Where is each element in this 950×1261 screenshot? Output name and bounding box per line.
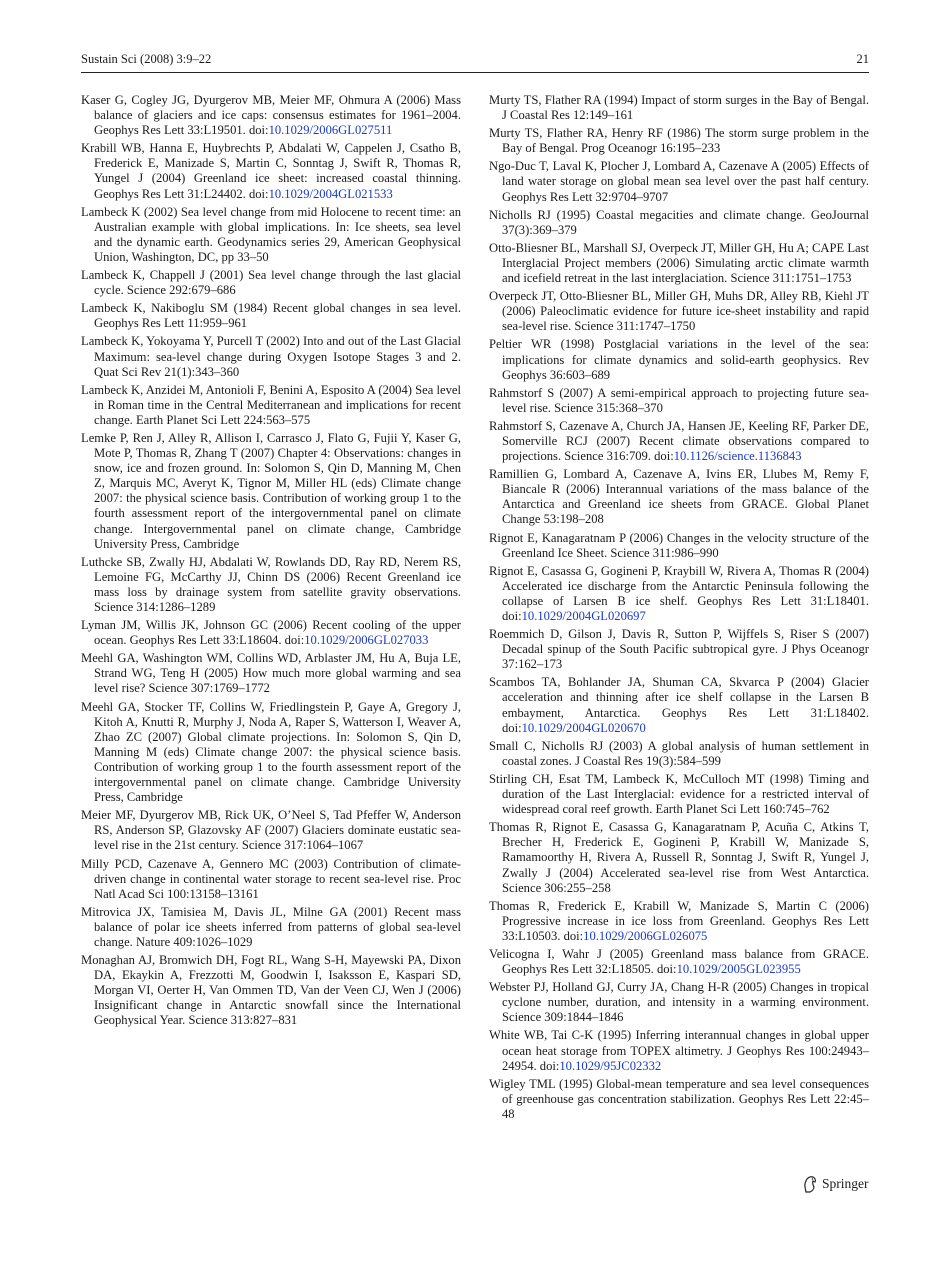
reference-text: Thomas R, Rignot E, Casassa G, Kanagaratnam P, Acuña C, Atkins T, Brecher H, Frederick E, Gogineni P, Krabill W, Manizade S, Ramamoorthy H, Rivera A, Russell R, Sonntag J, Swift R, Yungel J, Zwally J (2004) Accelerated sea-level rise from West Antarctica. Science 306:255–258 — [489, 820, 869, 895]
doi-link[interactable]: 10.1126/science.1136843 — [673, 449, 802, 464]
reference-text: Wigley TML (1995) Global-mean temperature and sea level consequences of greenhouse gas concentration stabilization. Geophys Res Lett 22:45–48 — [489, 1076, 869, 1121]
reference-entry — [489, 208, 869, 238]
reference-entry — [489, 93, 869, 123]
reference-entry — [489, 531, 869, 561]
reference-text: Lambeck K, Yokoyama Y, Purcell T (2002) Into and out of the Last Glacial Maximum: sea-level change during Oxygen Isotope Stages 3 and 2. Quat Sci Rev 21(1):343–360 — [81, 334, 461, 379]
reference-text: Lambeck K (2002) Sea level change from mid Holocene to recent time: an Australian example with global implications. In: Ice sheets, sea level and the dynamic earth. Geodynamics series 29, American Geophysical Union, Washington, DC, pp 33–50 — [81, 204, 461, 264]
reference-entry — [489, 980, 869, 1025]
reference-text: Ngo-Duc T, Laval K, Plocher J, Lombard A, Cazenave A (2005) Effects of land water storage on global mean sea level over the past half century. Geophys Res Lett 32:9704–9707 — [489, 159, 869, 204]
reference-entry — [81, 700, 461, 806]
reference-text: Stirling CH, Esat TM, Lambeck K, McCulloch MT (1998) Timing and duration of the Last Interglacial: evidence for a restricted interval of widespread coral reef growth. Earth Planet Sci Lett 160:745–762 — [489, 771, 869, 817]
doi-link[interactable]: 10.1029/2006GL027033 — [304, 633, 429, 648]
doi-link[interactable]: 10.1029/2004GL021533 — [268, 186, 393, 201]
reference-text: Monaghan AJ, Bromwich DH, Fogt RL, Wang S-H, Mayewski PA, Dixon DA, Ekaykin A, Frezzotti M, Goodwin I, Isaksson E, Kaspari SD, Morgan VI, Oerter H, Van Ommen TD, Van der Veen CJ, Wen J (2006) Insignificant change in Antarctic snowfall since the International Geophysical Year. Science 313:827–831 — [81, 953, 461, 1028]
reference-entry — [81, 651, 461, 696]
springer-horse-icon — [802, 1175, 818, 1193]
reference-entry — [489, 241, 869, 286]
reference-text: Lemke P, Ren J, Alley R, Allison I, Carrasco J, Flato G, Fujii Y, Kaser G, Mote P, Thomas R, Zhang T (2007) Chapter 4: Observations: changes in snow, ice and frozen ground. In: Solomon S, Qin D, Manning M, Chen Z, Marquis MC, Averyt K, Tignor M, Miller HL (eds) Climate change 2007: the physical science basis. Contribution of working group 1 to the fourth assessment report of the intergovernmental panel on climate change. Intergovernmental panel on climate change, Cambridge University Press, Cambridge — [81, 430, 461, 551]
reference-text: Rahmstorf S (2007) A semi-empirical approach to projecting future sea-level rise. Science 315:368–370 — [489, 385, 869, 415]
reference-entry — [489, 947, 869, 977]
reference-text: Scambos TA, Bohlander JA, Shuman CA, Skvarca P (2004) Glacier acceleration and thinning after ice shelf collapse in the Larsen B embayment, Antarctica. Geophys Res Lett 31:L18402. doi: — [489, 675, 869, 735]
reference-text: Krabill WB, Hanna E, Huybrechts P, Abdalati W, Cappelen J, Csatho B, Frederick E, Manizade S, Martin C, Sonntag J, Swift R, Thomas R, Yungel J (2004) Greenland ice sheet: increased coastal thinning. Geophys Res Lett 31:L24402. doi: — [81, 141, 461, 201]
reference-text: Murty TS, Flather RA (1994) Impact of storm surges in the Bay of Bengal. J Coastal Res 12:149–161 — [489, 93, 869, 123]
reference-entry — [489, 739, 869, 769]
publisher-name: Springer — [822, 1176, 869, 1191]
references-right-column — [489, 93, 869, 1125]
reference-entry — [489, 772, 869, 817]
running-header — [81, 50, 869, 73]
reference-entry — [489, 126, 869, 156]
reference-entry — [489, 419, 869, 464]
reference-text: Milly PCD, Cazenave A, Gennero MC (2003) Contribution of climate-driven change in continental water storage to recent sea-level rise. Proc Natl Acad Sci 100:13158–13161 — [81, 856, 461, 901]
reference-text: Velicogna I, Wahr J (2005) Greenland mass balance from GRACE. Geophys Res Lett 32:L18505. doi: — [489, 946, 869, 977]
reference-text: Luthcke SB, Zwally HJ, Abdalati W, Rowlands DD, Ray RD, Nerem RS, Lemoine FG, McCarthy JJ, Chinn DS (2006) Recent Greenland ice mass loss by drainage system from satellite gravity observations. Science 314:1286–1289 — [81, 554, 461, 614]
reference-text: Murty TS, Flather RA, Henry RF (1986) The storm surge problem in the Bay of Bengal. Prog Oceanogr 16:195–233 — [489, 126, 869, 156]
reference-text: Rahmstorf S, Cazenave A, Church JA, Hansen JE, Keeling RF, Parker DE, Somerville RCJ (2007) Recent climate observations compared to projections. Science 316:709. doi: — [489, 418, 869, 464]
reference-entry — [81, 431, 461, 552]
reference-text: Lambeck K, Nakiboglu SM (1984) Recent global changes in sea level. Geophys Res Lett 11:959–961 — [81, 301, 461, 331]
reference-entry — [489, 289, 869, 334]
reference-text: Lyman JM, Willis JK, Johnson GC (2006) Recent cooling of the upper ocean. Geophys Res Lett 33:L18604. doi: — [81, 618, 461, 648]
doi-link[interactable]: 10.1029/2005GL023955 — [676, 962, 801, 977]
reference-text: Peltier WR (1998) Postglacial variations in the level of the sea: implications for climate dynamics and solid-earth geophysics. Rev Geophys 36:603–689 — [489, 337, 869, 382]
reference-entry — [81, 905, 461, 950]
reference-text: Nicholls RJ (1995) Coastal megacities and climate change. GeoJournal 37(3):369–379 — [489, 207, 869, 237]
reference-text: Webster PJ, Holland GJ, Curry JA, Chang H-R (2005) Changes in tropical cyclone number, duration, and intensity in a warming environment. Science 309:1844–1846 — [489, 980, 869, 1025]
reference-entry — [489, 564, 869, 624]
reference-entry — [81, 205, 461, 265]
reference-entry — [489, 159, 869, 204]
reference-text: Meehl GA, Stocker TF, Collins W, Friedlingstein P, Gaye A, Gregory J, Kitoh A, Knutti R, Murphy J, Noda A, Raper S, Watterson I, Weaver A, Zhao ZC (2007) Global climate projections. In: Solomon S, Qin D, Manning M (eds) Climate change 2007: the physical science basis. Contribution of working group 1 to the fourth assessment report of the intergovernmental panel on climate change. Cambridge University Press, Cambridge — [81, 699, 461, 805]
reference-text: White WB, Tai C-K (1995) Inferring interannual changes in global upper ocean heat storage from TOPEX altimetry. J Geophys Res 100:24943–24954. doi: — [489, 1028, 869, 1073]
journal-citation: Sustain Sci (2008) 3:9–22 — [81, 52, 212, 66]
page-number: 21 — [856, 52, 869, 66]
reference-entry — [489, 820, 869, 895]
reference-entry — [81, 383, 461, 428]
reference-text: Meehl GA, Washington WM, Collins WD, Arblaster JM, Hu A, Buja LE, Strand WG, Teng H (2005) How much more global warming and sea level rise? Science 307:1769–1772 — [81, 651, 461, 696]
doi-link[interactable]: 10.1029/2006GL027511 — [268, 123, 393, 138]
reference-entry — [81, 555, 461, 615]
reference-text: Thomas R, Frederick E, Krabill W, Manizade S, Martin C (2006) Progressive increase in ice loss from Greenland. Geophys Res Lett 33:L10503. doi: — [489, 898, 869, 943]
reference-text: Roemmich D, Gilson J, Davis R, Sutton P, Wijffels S, Riser S (2007) Decadal spinup of the South Pacific subtropical gyre. J Phys Oceanogr 37:162–173 — [489, 627, 869, 672]
reference-entry — [489, 899, 869, 944]
reference-entry — [81, 268, 461, 298]
reference-entry — [489, 1028, 869, 1073]
reference-entry — [489, 1077, 869, 1122]
doi-link[interactable]: 10.1029/2004GL020670 — [521, 720, 646, 735]
reference-text: Small C, Nicholls RJ (2003) A global analysis of human settlement in coastal zones. J Coastal Res 19(3):584–599 — [489, 738, 869, 768]
reference-entry — [81, 953, 461, 1028]
reference-text: Mitrovica JX, Tamisiea M, Davis JL, Milne GA (2001) Recent mass balance of polar ice sheets inferred from patterns of global sea-level change. Nature 409:1026–1029 — [81, 904, 461, 949]
reference-text: Otto-Bliesner BL, Marshall SJ, Overpeck JT, Miller GH, Hu A; CAPE Last Interglacial Project members (2006) Simulating arctic climate warmth and icefield retreat in the last interglaciation. Science 311:1751–1753 — [489, 240, 869, 286]
reference-entry — [81, 618, 461, 648]
reference-text: Rignot E, Kanagaratnam P (2006) Changes in the velocity structure of the Greenland Ice Sheet. Science 311:986–990 — [489, 530, 869, 560]
doi-link[interactable]: 10.1029/2006GL026075 — [583, 928, 708, 943]
doi-link[interactable]: 10.1029/95JC02332 — [559, 1058, 662, 1073]
reference-text: Lambeck K, Anzidei M, Antonioli F, Benini A, Esposito A (2004) Sea level in Roman time in the Central Mediterranean and implications for recent change. Earth Planet Sci Lett 224:563–575 — [81, 382, 461, 427]
reference-entry — [81, 808, 461, 853]
references-left-column — [81, 93, 461, 1032]
reference-entry — [489, 627, 869, 672]
reference-entry — [81, 301, 461, 331]
reference-text: Lambeck K, Chappell J (2001) Sea level change through the last glacial cycle. Science 292:679–686 — [81, 268, 461, 298]
reference-entry — [489, 467, 869, 527]
reference-entry — [81, 857, 461, 902]
reference-text: Ramillien G, Lombard A, Cazenave A, Ivins ER, Llubes M, Remy F, Biancale R (2006) Interannual variations of the mass balance of the Antarctica and Greenland ice sheets from GRACE. Global Planet Change 53:198–208 — [489, 467, 869, 527]
reference-text: Rignot E, Casassa G, Gogineni P, Kraybill W, Rivera A, Thomas R (2004) Accelerated ice discharge from the Antarctic Peninsula following the collapse of Larsen B ice shelf. Geophys Res Lett 31:L18401. doi: — [489, 563, 869, 623]
reference-text: Kaser G, Cogley JG, Dyurgerov MB, Meier MF, Ohmura A (2006) Mass balance of glaciers and ice caps: consensus estimates for 1961–2004. Geophys Res Lett 33:L19501. doi: — [81, 93, 461, 138]
reference-text: Meier MF, Dyurgerov MB, Rick UK, O’Neel S, Tad Pfeffer W, Anderson RS, Anderson SP, Glazovsky AF (2007) Glaciers dominate eustatic sea-level rise in the 21st century. Science 317:1064–1067 — [81, 808, 461, 853]
doi-link[interactable]: 10.1029/2004GL020697 — [521, 609, 646, 623]
reference-entry — [489, 337, 869, 382]
reference-entry — [489, 386, 869, 416]
reference-entry — [489, 675, 869, 735]
reference-entry — [81, 334, 461, 379]
reference-entry — [81, 141, 461, 201]
reference-text: Overpeck JT, Otto-Bliesner BL, Miller GH, Muhs DR, Alley RB, Kiehl JT (2006) Paleoclimatic evidence for future ice-sheet instability and rapid sea-level rise. Science 311:1747–1750 — [489, 289, 869, 334]
reference-entry — [81, 93, 461, 138]
publisher-footer — [802, 1174, 869, 1194]
